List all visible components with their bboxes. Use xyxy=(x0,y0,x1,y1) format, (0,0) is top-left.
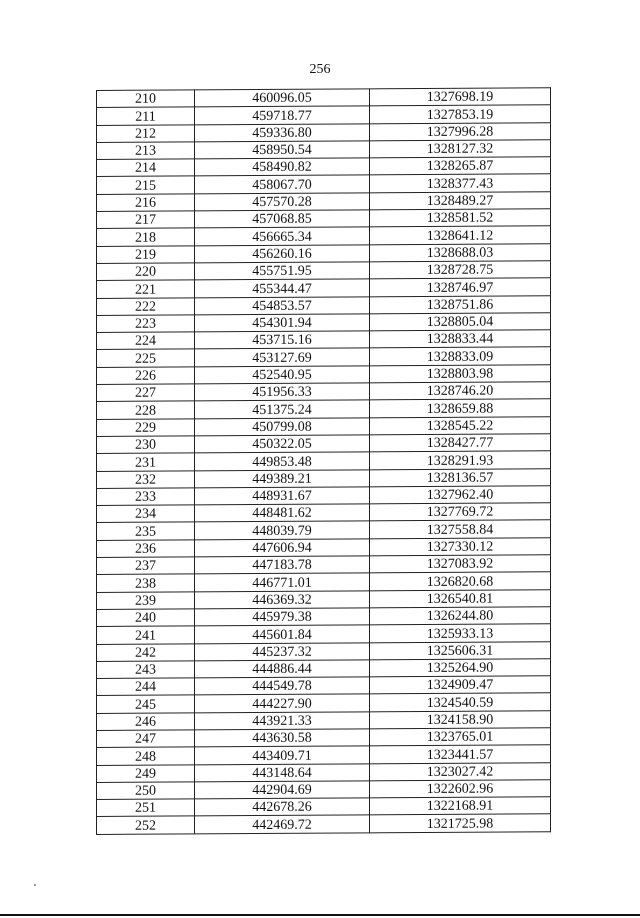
table-row xyxy=(97,364,551,384)
x-coordinate-cell: 443921.33 xyxy=(195,712,370,730)
y-coordinate-value: 1328659.88 xyxy=(426,401,494,417)
x-coordinate-cell: 457570.28 xyxy=(195,193,370,211)
y-coordinate-cell xyxy=(370,745,551,763)
x-coordinate-cell: 444549.78 xyxy=(195,677,370,695)
x-coordinate-cell: 453715.16 xyxy=(195,331,370,349)
y-coordinate-value: 1325606.31 xyxy=(426,643,494,659)
table-row xyxy=(97,192,551,212)
x-coordinate-cell: 443148.64 xyxy=(195,763,370,781)
y-coordinate-value: 1328641.12 xyxy=(426,228,494,244)
x-coordinate-cell: 459336.80 xyxy=(195,123,370,141)
point-number-cell: 236 xyxy=(97,540,195,558)
point-number-cell: 223 xyxy=(97,315,195,333)
y-coordinate-value: 1328489.27 xyxy=(426,193,494,210)
y-coordinate-value: 1328545.22 xyxy=(426,418,494,434)
table-row xyxy=(97,607,551,627)
table-row xyxy=(97,659,551,679)
x-coordinate-cell: 450322.05 xyxy=(195,435,370,453)
point-number-cell: 233 xyxy=(97,488,195,506)
x-coordinate-cell: 442469.72 xyxy=(195,815,370,833)
x-coordinate-cell: 456260.16 xyxy=(195,245,370,263)
y-coordinate-cell xyxy=(370,140,551,158)
y-coordinate-value: 1326540.81 xyxy=(426,591,494,607)
point-number-cell: 241 xyxy=(97,626,195,644)
y-coordinate-cell xyxy=(370,347,551,365)
table-row xyxy=(97,486,551,506)
point-number-cell: 247 xyxy=(97,730,195,748)
y-coordinate-cell xyxy=(370,607,551,625)
point-number-cell: 210 xyxy=(97,90,195,108)
page-number: 256 xyxy=(309,62,331,77)
y-coordinate-cell xyxy=(370,243,551,261)
y-coordinate-cell xyxy=(370,226,551,244)
table-row xyxy=(97,382,551,402)
table-row xyxy=(97,140,551,160)
y-coordinate-value: 1327330.12 xyxy=(426,539,494,555)
y-coordinate-value: 1328751.86 xyxy=(426,297,494,313)
x-coordinate-cell: 458950.54 xyxy=(195,141,370,159)
y-coordinate-value: 1328805.04 xyxy=(426,314,494,331)
point-number-cell: 215 xyxy=(97,176,195,194)
x-coordinate-cell: 445979.38 xyxy=(195,608,370,626)
y-coordinate-cell xyxy=(370,313,551,331)
y-coordinate-cell xyxy=(370,416,551,434)
x-coordinate-cell: 451375.24 xyxy=(195,400,370,418)
y-coordinate-cell xyxy=(370,399,551,417)
point-number-cell: 250 xyxy=(97,782,195,800)
point-number-cell: 218 xyxy=(97,228,195,246)
y-coordinate-cell xyxy=(370,728,551,746)
table-row xyxy=(97,347,551,367)
point-number-cell: 245 xyxy=(97,695,195,713)
table-row xyxy=(97,330,551,350)
x-coordinate-cell: 460096.05 xyxy=(195,89,370,107)
x-coordinate-cell: 446369.32 xyxy=(195,590,370,608)
point-number-cell: 231 xyxy=(97,453,195,471)
x-coordinate-cell: 456665.34 xyxy=(195,227,370,245)
y-coordinate-value: 1327558.84 xyxy=(426,522,494,538)
table-row xyxy=(97,676,551,696)
y-coordinate-value: 1328803.98 xyxy=(426,366,494,383)
x-coordinate-cell: 445601.84 xyxy=(195,625,370,643)
y-coordinate-cell xyxy=(370,192,551,210)
y-coordinate-cell xyxy=(370,589,551,607)
point-number-cell: 249 xyxy=(97,764,195,782)
table-row xyxy=(97,780,551,800)
y-coordinate-cell xyxy=(370,88,551,106)
y-coordinate-cell xyxy=(370,693,551,711)
point-number-cell: 227 xyxy=(97,384,195,402)
point-number-cell: 228 xyxy=(97,401,195,419)
y-coordinate-value: 1328377.43 xyxy=(426,176,494,192)
table-row xyxy=(97,399,551,419)
y-coordinate-cell xyxy=(370,797,551,815)
table-row xyxy=(97,105,551,125)
y-coordinate-cell xyxy=(370,555,551,573)
x-coordinate-cell: 458490.82 xyxy=(195,158,370,176)
y-coordinate-value: 1328728.75 xyxy=(426,262,494,279)
table-row xyxy=(97,434,551,454)
x-coordinate-cell: 448481.62 xyxy=(195,504,370,522)
y-coordinate-value: 1326820.68 xyxy=(426,574,494,590)
y-coordinate-value: 1324909.47 xyxy=(426,677,494,694)
table-row xyxy=(97,451,551,471)
point-number-cell: 237 xyxy=(97,557,195,575)
y-coordinate-value: 1327853.19 xyxy=(426,107,494,123)
point-number-cell: 246 xyxy=(97,713,195,731)
y-coordinate-cell xyxy=(370,261,551,279)
x-coordinate-cell: 442678.26 xyxy=(195,798,370,816)
point-number-cell: 230 xyxy=(97,436,195,454)
table-row xyxy=(97,572,551,592)
point-number-cell: 234 xyxy=(97,505,195,523)
point-number-cell: 243 xyxy=(97,661,195,679)
y-coordinate-value: 1323027.42 xyxy=(426,764,494,780)
y-coordinate-cell xyxy=(370,105,551,123)
point-number-cell: 248 xyxy=(97,747,195,765)
x-coordinate-cell: 450799.08 xyxy=(195,417,370,435)
y-coordinate-value: 1323765.01 xyxy=(426,729,494,746)
y-coordinate-value: 1325264.90 xyxy=(426,660,494,677)
y-coordinate-cell xyxy=(370,295,551,313)
y-coordinate-cell xyxy=(370,710,551,728)
y-coordinate-cell xyxy=(370,537,551,555)
y-coordinate-cell xyxy=(370,174,551,192)
y-coordinate-cell xyxy=(370,451,551,469)
y-coordinate-cell xyxy=(370,157,551,175)
x-coordinate-cell: 447606.94 xyxy=(195,539,370,557)
x-coordinate-cell: 449853.48 xyxy=(195,452,370,470)
y-coordinate-cell xyxy=(370,641,551,659)
x-coordinate-cell: 445237.32 xyxy=(195,642,370,660)
table-row xyxy=(97,226,551,246)
scan-speck xyxy=(34,884,36,886)
table-row xyxy=(97,295,551,315)
table-row xyxy=(97,174,551,194)
point-number-cell: 211 xyxy=(97,107,195,125)
point-number-cell: 252 xyxy=(97,816,195,834)
y-coordinate-value: 1328746.20 xyxy=(426,383,494,400)
x-coordinate-cell: 448039.79 xyxy=(195,521,370,539)
point-number-cell: 244 xyxy=(97,678,195,696)
x-coordinate-cell: 451956.33 xyxy=(195,383,370,401)
table-row xyxy=(97,537,551,557)
y-coordinate-cell xyxy=(370,520,551,538)
y-coordinate-cell xyxy=(370,382,551,400)
coordinate-table-body xyxy=(97,88,551,835)
table-row xyxy=(97,122,551,142)
x-coordinate-cell: 446771.01 xyxy=(195,573,370,591)
x-coordinate-cell: 443409.71 xyxy=(195,746,370,764)
table-row xyxy=(97,416,551,436)
y-coordinate-cell xyxy=(370,814,551,832)
y-coordinate-value: 1328127.32 xyxy=(426,141,494,158)
x-coordinate-cell: 448931.67 xyxy=(195,487,370,505)
y-coordinate-value: 1325933.13 xyxy=(426,626,494,642)
x-coordinate-cell: 455751.95 xyxy=(195,262,370,280)
y-coordinate-value: 1327083.92 xyxy=(426,556,494,573)
table-row xyxy=(97,157,551,177)
y-coordinate-value: 1328581.52 xyxy=(426,210,494,227)
point-number-cell: 240 xyxy=(97,609,195,627)
table-row xyxy=(97,797,551,817)
point-number-cell: 214 xyxy=(97,159,195,177)
point-number-cell: 229 xyxy=(97,419,195,437)
point-number-cell: 232 xyxy=(97,470,195,488)
y-coordinate-value: 1324540.59 xyxy=(426,695,494,711)
point-number-cell: 225 xyxy=(97,349,195,367)
x-coordinate-cell: 444886.44 xyxy=(195,660,370,678)
point-number-cell: 212 xyxy=(97,124,195,142)
y-coordinate-value: 1328833.09 xyxy=(426,349,494,365)
point-number-cell: 221 xyxy=(97,280,195,298)
point-number-cell: 224 xyxy=(97,332,195,350)
y-coordinate-cell xyxy=(370,209,551,227)
y-coordinate-value: 1321725.98 xyxy=(426,816,494,832)
y-coordinate-cell xyxy=(370,434,551,452)
point-number-cell: 220 xyxy=(97,263,195,281)
x-coordinate-cell: 444227.90 xyxy=(195,694,370,712)
point-number-cell: 216 xyxy=(97,194,195,212)
table-row xyxy=(97,641,551,661)
x-coordinate-cell: 454853.57 xyxy=(195,296,370,314)
y-coordinate-cell xyxy=(370,364,551,382)
table-row xyxy=(97,209,551,229)
y-coordinate-value: 1327769.72 xyxy=(426,504,494,521)
y-coordinate-value: 1328688.03 xyxy=(426,245,494,261)
point-number-cell: 239 xyxy=(97,592,195,610)
y-coordinate-cell xyxy=(370,503,551,521)
y-coordinate-cell xyxy=(370,572,551,590)
point-number-cell: 238 xyxy=(97,574,195,592)
y-coordinate-value: 1328427.77 xyxy=(426,435,494,452)
point-number-cell: 242 xyxy=(97,643,195,661)
point-number-cell: 217 xyxy=(97,211,195,229)
table-row xyxy=(97,243,551,263)
table-row xyxy=(97,503,551,523)
table-row xyxy=(97,589,551,609)
table-row xyxy=(97,693,551,713)
y-coordinate-value: 1327698.19 xyxy=(426,89,494,106)
table-row xyxy=(97,278,551,298)
table-row xyxy=(97,261,551,281)
y-coordinate-cell xyxy=(370,122,551,140)
point-number-cell: 222 xyxy=(97,297,195,315)
table-row xyxy=(97,762,551,782)
y-coordinate-cell xyxy=(370,780,551,798)
x-coordinate-cell: 443630.58 xyxy=(195,729,370,747)
x-coordinate-cell: 457068.85 xyxy=(195,210,370,228)
x-coordinate-cell: 454301.94 xyxy=(195,314,370,332)
x-coordinate-cell: 459718.77 xyxy=(195,106,370,124)
y-coordinate-value: 1323441.57 xyxy=(426,747,494,763)
table-row xyxy=(97,555,551,575)
y-coordinate-cell xyxy=(370,330,551,348)
y-coordinate-value: 1322602.96 xyxy=(426,781,494,798)
point-number-cell: 235 xyxy=(97,522,195,540)
y-coordinate-value: 1322168.91 xyxy=(426,799,494,815)
point-number-cell: 213 xyxy=(97,142,195,160)
table-row xyxy=(97,624,551,644)
point-number-cell: 251 xyxy=(97,799,195,817)
x-coordinate-cell: 449389.21 xyxy=(195,469,370,487)
table-row xyxy=(97,745,551,765)
x-coordinate-cell: 442904.69 xyxy=(195,781,370,799)
table-row xyxy=(97,88,551,108)
y-coordinate-value: 1324158.90 xyxy=(426,712,494,728)
y-coordinate-value: 1326244.80 xyxy=(426,608,494,625)
table-row xyxy=(97,814,551,834)
y-coordinate-value: 1328265.87 xyxy=(426,159,494,175)
y-coordinate-cell xyxy=(370,676,551,694)
x-coordinate-cell: 447183.78 xyxy=(195,556,370,574)
table-row xyxy=(97,520,551,540)
y-coordinate-cell xyxy=(370,762,551,780)
x-coordinate-cell: 458067.70 xyxy=(195,175,370,193)
x-coordinate-cell: 453127.69 xyxy=(195,348,370,366)
y-coordinate-value: 1327996.28 xyxy=(426,124,494,140)
table-row xyxy=(97,468,551,488)
scan-bottom-edge xyxy=(0,914,640,916)
y-coordinate-cell xyxy=(370,278,551,296)
y-coordinate-value: 1328833.44 xyxy=(426,332,494,348)
y-coordinate-value: 1327962.40 xyxy=(426,487,494,504)
point-number-cell: 226 xyxy=(97,367,195,385)
point-number-cell: 219 xyxy=(97,246,195,264)
coordinate-table xyxy=(96,87,551,835)
x-coordinate-cell: 452540.95 xyxy=(195,366,370,384)
y-coordinate-value: 1328746.97 xyxy=(426,280,494,296)
y-coordinate-value: 1328291.93 xyxy=(426,453,494,469)
table-row xyxy=(97,710,551,730)
y-coordinate-cell xyxy=(370,486,551,504)
y-coordinate-cell xyxy=(370,659,551,677)
y-coordinate-cell xyxy=(370,468,551,486)
table-row xyxy=(97,728,551,748)
y-coordinate-value: 1328136.57 xyxy=(426,470,494,486)
table-row xyxy=(97,313,551,333)
x-coordinate-cell: 455344.47 xyxy=(195,279,370,297)
y-coordinate-cell xyxy=(370,624,551,642)
